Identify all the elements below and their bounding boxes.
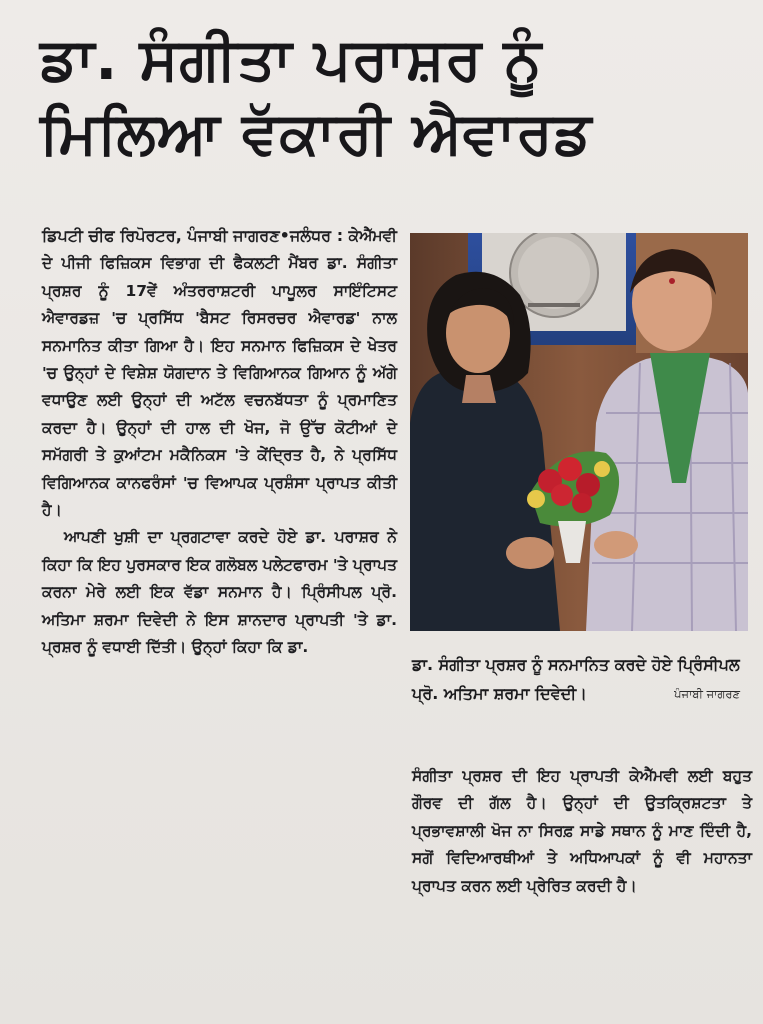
article-paragraph-1-text: ਕੇਐੱਮਵੀ ਦੇ ਪੀਜੀ ਫਿਜ਼ਿਕਸ ਵਿਭਾਗ ਦੀ ਫੈਕਲਟੀ ਮੈਂਬਰ ਡਾ. ਸੰਗੀਤਾ ਪ੍ਰਸ਼ਰ ਨੂੰ 17ਵੇਂ ਅੰਤਰਰਾਸ਼ਟਰੀ ਪਾਪੂਲਰ ਸਾਇੰਟਿਸਟ ਐਵਾਰਡਜ਼ 'ਚ ਪ੍ਰਸਿੱਧ 'ਬੈਸਟ ਰਿਸਰਚਰ ਐਵਾਰਡ' ਨਾਲ ਸਨਮਾਨਿਤ ਕੀਤਾ ਗਿਆ ਹੈ। ਇਹ ਸਨਮਾਨ ਫਿਜ਼ਿਕਸ ਦੇ ਖੇਤਰ 'ਚ ਉਨ੍ਹਾਂ ਦੇ ਵਿਸ਼ੇਸ਼ ਯੋਗਦਾਨ ਤੇ ਵਿਗਿਆਨਕ ਗਿਆਨ ਨੂੰ ਅੱਗੇ ਵਧਾਉਣ ਲਈ ਉਨ੍ਹਾਂ ਦੀ ਅਟੱਲ ਵਚਨਬੱਧਤਾ ਨੂੰ ਪ੍ਰਮਾਣਿਤ ਕਰਦਾ ਹੈ। ਉਨ੍ਹਾਂ ਦੀ ਹਾਲ ਦੀ ਖੋਜ, ਜੋ ਉੱਚ ਕੋਟੀਆਂ ਦੇ ਸਮੱਗਰੀ ਤੇ ਕੁਆਂਟਮ ਮਕੈਨਿਕਸ 'ਤੇ ਕੇਂਦ੍ਰਿਤ ਹੈ, ਨੇ ਪ੍ਰਸਿੱਧ ਵਿਗਿਆਨਕ ਕਾਨਫਰੰਸਾਂ 'ਚ ਵਿਆਪਕ ਪ੍ਰਸ਼ੰਸਾ ਪ੍ਰਾਪਤ ਕੀਤੀ ਹੈ। xyxy=(42,227,397,520)
headline xyxy=(40,22,740,170)
article-column-left xyxy=(42,222,397,662)
article-column-right xyxy=(412,763,752,900)
photo-caption: ਡਾ. ਸੰਗੀਤਾ ਪ੍ਰਸ਼ਰ ਨੂੰ ਸਨਮਾਨਿਤ ਕਰਦੇ ਹੋਏ ਪ੍ਰਿੰਸੀਪਲ ਪ੍ਰੋ. ਅਤਿਮਾ ਸ਼ਰਮਾ ਦਿਵੇਦੀ। xyxy=(412,655,740,703)
photo-credit: ਪੰਜਾਬੀ ਜਾਗਰਣ xyxy=(674,687,740,701)
byline: ਡਿਪਟੀ ਚੀਫ ਰਿਪੋਰਟਰ, ਪੰਜਾਬੀ ਜਾਗਰਣ•ਜਲੰਧਰ : xyxy=(42,226,344,245)
article-paragraph-1 xyxy=(42,222,397,524)
photo-caption-block xyxy=(412,650,752,708)
award-photo xyxy=(410,233,748,631)
article-paragraph-3: ਸੰਗੀਤਾ ਪ੍ਰਸ਼ਰ ਦੀ ਇਹ ਪ੍ਰਾਪਤੀ ਕੇਐੱਮਵੀ ਲਈ ਬਹੁਤ ਗੌਰਵ ਦੀ ਗੱਲ ਹੈ। ਉਨ੍ਹਾਂ ਦੀ ਉਤਕ੍ਰਿਸ਼ਟਤਾ ਤੇ ਪ੍ਰਭਾਵਸ਼ਾਲੀ ਖੋਜ ਨਾ ਸਿਰਫ਼ ਸਾਡੇ ਸਥਾਨ ਨੂੰ ਮਾਣ ਦਿੰਦੀ ਹੈ, ਸਗੋਂ ਵਿਦਿਆਰਥੀਆਂ ਤੇ ਅਧਿਆਪਕਾਂ ਨੂੰ ਵੀ ਮਹਾਨਤਾ ਪ੍ਰਾਪਤ ਕਰਨ ਲਈ ਪ੍ਰੇਰਿਤ ਕਰਦੀ ਹੈ। xyxy=(412,767,752,895)
photo-illustration xyxy=(410,233,748,631)
article-paragraph-2: ਆਪਣੀ ਖੁਸ਼ੀ ਦਾ ਪ੍ਰਗਟਾਵਾ ਕਰਦੇ ਹੋਏ ਡਾ. ਪਰਾਸ਼ਰ ਨੇ ਕਿਹਾ ਕਿ ਇਹ ਪੁਰਸਕਾਰ ਇਕ ਗਲੋਬਲ ਪਲੇਟਫਾਰਮ 'ਤੇ ਪ੍ਰਾਪਤ ਕਰਨਾ ਮੇਰੇ ਲਈ ਇਕ ਵੱਡਾ ਸਨਮਾਨ ਹੈ। ਪ੍ਰਿੰਸੀਪਲ ਪ੍ਰੋ. ਅਤਿਮਾ ਸ਼ਰਮਾ ਦਿਵੇਦੀ ਨੇ ਇਸ ਸ਼ਾਨਦਾਰ ਪ੍ਰਾਪਤੀ 'ਤੇ ਡਾ. ਪ੍ਰਸ਼ਰ ਨੂੰ ਵਧਾਈ ਦਿੱਤੀ। ਉਨ੍ਹਾਂ ਕਿਹਾ ਕਿ ਡਾ. xyxy=(42,528,397,657)
headline-line-1: ਡਾ. ਸੰਗੀਤਾ ਪਰਾਸ਼ਰ ਨੂੰ xyxy=(40,25,543,93)
headline-line-2: ਮਿਲਿਆ ਵੱਕਾਰੀ ਐਵਾਰਡ xyxy=(40,99,593,167)
